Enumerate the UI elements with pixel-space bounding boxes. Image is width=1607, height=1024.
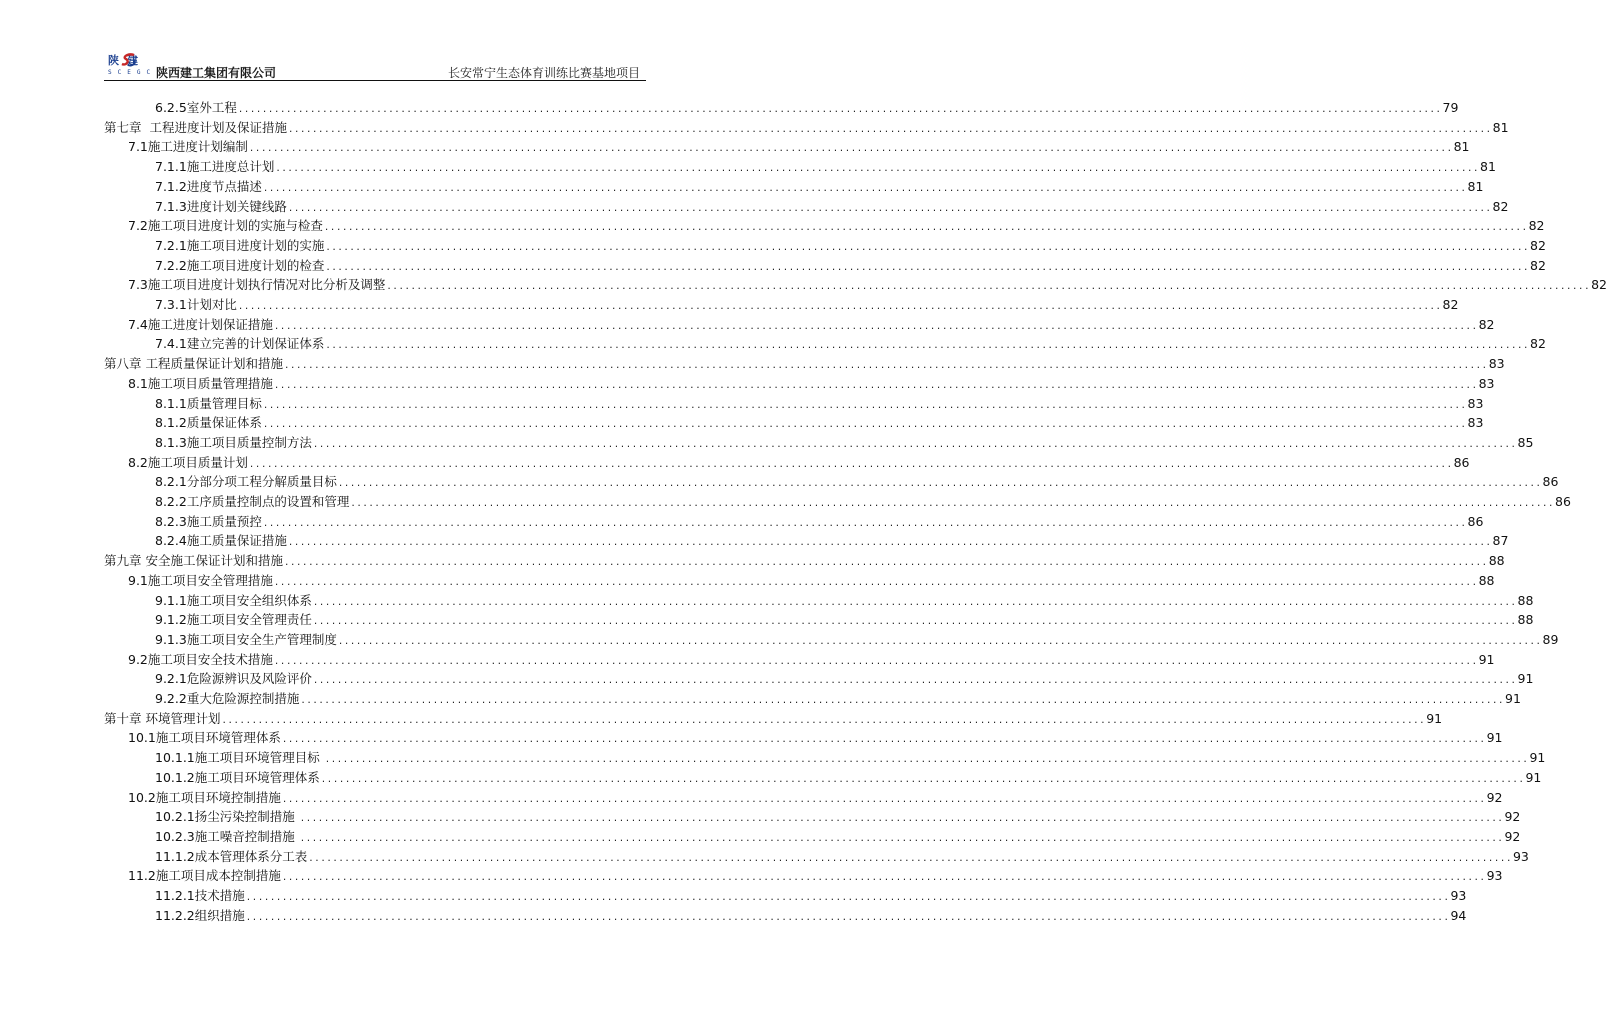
toc-entry-title: 施工项目安全管理责任 — [186, 612, 312, 628]
toc-entry-title: 施工项目环境管理目标 — [194, 750, 324, 766]
toc-entry[interactable] — [128, 374, 1495, 393]
toc-entry-page: 91 — [1486, 730, 1503, 746]
toc-entry[interactable] — [128, 275, 1607, 294]
toc-entry-number: 9.1.1 — [155, 592, 187, 608]
toc-dot-leader: ........................................................................................................................................................................................................ — [325, 341, 1530, 352]
toc-entry[interactable] — [155, 610, 1534, 629]
logo-cn-text: 陕建 — [108, 54, 146, 67]
toc-entry-number: 8.2.4 — [155, 533, 187, 549]
toc-entry[interactable] — [128, 866, 1503, 885]
toc-entry[interactable] — [128, 728, 1503, 747]
toc-entry-page: 91 — [1517, 671, 1534, 687]
toc-entry-number: 9.2 — [128, 651, 148, 667]
toc-entry-number: 第九章 — [104, 553, 142, 569]
toc-entry-title: 施工项目质量计划 — [147, 454, 248, 470]
toc-dot-leader: ........................................................................................................................................................................................................ — [324, 755, 1529, 766]
toc-entry-title: 施工进度计划保证措施 — [147, 316, 273, 332]
toc-dot-leader: ........................................................................................................................................................................................................ — [299, 833, 1504, 844]
toc-entry-page: 91 — [1505, 691, 1521, 706]
toc-entry-number: 9.2.2 — [155, 691, 187, 706]
toc-entry[interactable] — [128, 571, 1495, 590]
toc-entry[interactable] — [155, 748, 1546, 767]
toc-entry[interactable] — [155, 886, 1467, 905]
toc-dot-leader: ........................................................................................................................................................................................................ — [262, 400, 1467, 411]
toc-entry[interactable] — [155, 394, 1484, 413]
toc-entry[interactable] — [128, 216, 1545, 235]
toc-entry-page: 94 — [1450, 907, 1467, 923]
toc-entry[interactable] — [155, 807, 1521, 826]
toc-entry-number: 第八章 — [104, 356, 142, 372]
toc-entry[interactable] — [155, 591, 1534, 610]
toc-dot-leader: ........................................................................................................................................................................................................ — [273, 380, 1478, 391]
toc-entry[interactable] — [155, 472, 1559, 491]
toc-entry-page: 83 — [1467, 395, 1484, 411]
toc-entry-title: 进度节点描述 — [186, 178, 262, 194]
toc-entry-page: 92 — [1486, 789, 1503, 805]
toc-entry-number: 11.2.2 — [155, 907, 195, 923]
toc-dot-leader: ........................................................................................................................................................................................................ — [300, 696, 1505, 706]
toc-entry-page: 82 — [1478, 316, 1495, 332]
toc-entry-page: 91 — [1478, 651, 1495, 667]
toc-entry[interactable] — [104, 709, 1443, 728]
toc-entry[interactable] — [155, 689, 1521, 708]
toc-dot-leader: ........................................................................................................................................................................................................ — [275, 164, 1480, 175]
toc-entry-number: 7.2.1 — [155, 237, 187, 253]
toc-entry-number: 10.1.2 — [155, 769, 195, 785]
toc-dot-leader: ........................................................................................................................................................................................................ — [337, 636, 1542, 647]
toc-entry[interactable] — [155, 906, 1467, 925]
header-divider — [104, 80, 646, 81]
toc-entry-number: 6.2.5 — [155, 100, 187, 115]
toc-entry-title: 危险源辨识及风险评价 — [186, 671, 312, 687]
toc-entry[interactable] — [155, 334, 1546, 353]
toc-entry-title: 施工项目安全管理措施 — [147, 572, 273, 588]
toc-dot-leader: ........................................................................................................................................................................................................ — [281, 735, 1486, 746]
toc-entry-number: 9.2.1 — [155, 671, 187, 687]
toc-entry-number: 8.2.1 — [155, 474, 187, 490]
toc-entry-number: 11.2 — [128, 868, 156, 884]
toc-entry-page: 93 — [1450, 888, 1467, 903]
toc-dot-leader: ........................................................................................................................................................................................................ — [262, 420, 1467, 431]
toc-entry-title: 施工项目进度计划的检查 — [186, 257, 325, 273]
toc-entry-title: 施工项目环境管理体系 — [194, 769, 320, 785]
toc-entry[interactable] — [155, 847, 1529, 866]
toc-entry-page: 82 — [1528, 218, 1545, 234]
toc-dot-leader: ........................................................................................................................................................................................................ — [273, 656, 1478, 667]
toc-entry-number: 9.1.3 — [155, 631, 187, 647]
toc-dot-leader: ........................................................................................................................................................................................................ — [337, 479, 1542, 490]
toc-dot-leader: ........................................................................................................................................................................................................ — [312, 597, 1517, 608]
toc-entry-number: 7.1.1 — [155, 159, 187, 175]
toc-entry-page: 93 — [1512, 848, 1529, 864]
toc-entry-title: 重大危险源控制措施 — [186, 691, 300, 706]
toc-entry[interactable] — [155, 827, 1521, 846]
toc-entry-page: 82 — [1530, 336, 1546, 352]
toc-entry-title: 施工质量保证措施 — [186, 533, 287, 549]
toc-entry-page: 81 — [1480, 159, 1496, 175]
toc-entry-number: 10.2.3 — [155, 828, 195, 844]
toc-entry-title: 工程质量保证计划和措施 — [141, 356, 283, 372]
toc-entry[interactable] — [155, 768, 1542, 787]
toc-entry-number: 11.2.1 — [155, 888, 195, 903]
toc-entry-title: 施工进度计划编制 — [147, 139, 248, 155]
toc-dot-leader: ........................................................................................................................................................................................................ — [273, 321, 1478, 332]
logo-s-mark-icon — [120, 53, 140, 67]
toc-dot-leader: ........................................................................................................................................................................................................ — [273, 577, 1478, 588]
toc-entry[interactable] — [104, 118, 1509, 137]
toc-entry[interactable] — [128, 650, 1495, 669]
toc-dot-leader: ........................................................................................................................................................................................................ — [284, 558, 1488, 569]
toc-dot-leader: ........................................................................................................................................................................................................ — [262, 518, 1467, 529]
logo-en-text: SCEGC — [108, 69, 157, 76]
toc-entry[interactable] — [155, 98, 1459, 117]
toc-entry-page: 91 — [1525, 769, 1542, 785]
toc-entry-title: 分部分项工程分解质量目标 — [186, 474, 337, 490]
project-name: 长安常宁生态体育训练比赛基地项目 — [447, 66, 640, 80]
toc-entry-title: 施工项目环境控制措施 — [155, 789, 281, 805]
toc-entry[interactable] — [128, 315, 1495, 334]
toc-dot-leader: ........................................................................................................................................................................................................ — [221, 715, 1426, 726]
toc-entry-number: 8.2.2 — [155, 494, 187, 509]
toc-entry-page: 79 — [1442, 100, 1459, 115]
toc-entry-number: 7.4 — [128, 316, 148, 332]
toc-entry-page: 82 — [1530, 237, 1546, 253]
toc-entry-title: 组织措施 — [194, 907, 245, 923]
toc-entry-number: 7.2.2 — [155, 257, 187, 273]
toc-entry-number: 8.2 — [128, 454, 148, 470]
toc-entry-title: 计划对比 — [186, 297, 237, 312]
toc-entry-number: 11.1.2 — [155, 848, 195, 864]
toc-entry[interactable] — [155, 256, 1546, 275]
toc-dot-leader: ........................................................................................................................................................................................................ — [320, 774, 1525, 785]
toc-entry-number: 9.1.2 — [155, 612, 187, 628]
toc-entry-page: 92 — [1504, 809, 1521, 825]
page-header — [106, 52, 644, 82]
toc-entry-number: 9.1 — [128, 572, 148, 588]
toc-entry-title: 施工噪音控制措施 — [194, 828, 299, 844]
toc-entry-number: 第七章 — [104, 119, 142, 135]
toc-entry-title: 施工项目进度计划执行情况对比分析及调整 — [147, 277, 386, 293]
toc-dot-leader: ........................................................................................................................................................................................................ — [287, 124, 1492, 135]
toc-entry-page: 81 — [1492, 119, 1509, 135]
toc-entry-title: 环境管理计划 — [141, 710, 221, 726]
toc-entry-title: 施工进度总计划 — [186, 159, 275, 175]
company-name: 陕西建工集团有限公司 — [156, 66, 277, 80]
toc-entry-page: 86 — [1542, 474, 1559, 490]
toc-entry-page: 83 — [1488, 356, 1505, 372]
toc-dot-leader: ........................................................................................................................................................................................................ — [245, 893, 1450, 903]
toc-entry-title: 施工项目环境管理体系 — [155, 730, 281, 746]
toc-entry-title: 施工项目安全技术措施 — [147, 651, 273, 667]
toc-dot-leader: ........................................................................................................................................................................................................ — [325, 262, 1530, 273]
toc-entry[interactable] — [155, 433, 1534, 452]
toc-entry[interactable] — [155, 197, 1509, 216]
toc-entry-number: 7.2 — [128, 218, 148, 234]
toc-entry-title: 施工项目安全生产管理制度 — [186, 631, 337, 647]
toc-entry[interactable] — [128, 137, 1470, 156]
toc-dot-leader: ........................................................................................................................................................................................................ — [237, 302, 1442, 312]
toc-entry-title: 室外工程 — [186, 100, 237, 115]
toc-dot-leader: ........................................................................................................................................................................................................ — [248, 459, 1453, 470]
toc-entry[interactable] — [155, 512, 1484, 531]
toc-entry-title: 建立完善的计划保证体系 — [186, 336, 325, 352]
toc-entry-number: 8.1 — [128, 375, 148, 391]
toc-dot-leader: ........................................................................................................................................................................................................ — [281, 794, 1486, 805]
toc-dot-leader: ........................................................................................................................................................................................................ — [312, 439, 1517, 450]
toc-entry-title: 安全施工保证计划和措施 — [141, 553, 283, 569]
toc-entry[interactable] — [104, 551, 1505, 570]
toc-entry-title: 扬尘污染控制措施 — [194, 809, 299, 825]
toc-entry-page: 91 — [1529, 750, 1546, 766]
toc-entry-page: 89 — [1542, 631, 1559, 647]
toc-entry-page: 91 — [1426, 710, 1443, 726]
toc-entry[interactable] — [155, 669, 1534, 688]
toc-entry-page: 81 — [1453, 139, 1470, 155]
toc-entry-number: 7.3.1 — [155, 297, 187, 312]
toc-entry-page: 83 — [1478, 375, 1495, 391]
toc-entry-page: 88 — [1478, 572, 1495, 588]
toc-entry[interactable] — [155, 413, 1484, 432]
toc-dot-leader: ........................................................................................................................................................................................................ — [281, 873, 1486, 884]
toc-entry-title: 技术措施 — [194, 888, 245, 903]
toc-entry-number: 8.1.2 — [155, 415, 187, 431]
toc-dot-leader: ........................................................................................................................................................................................................ — [248, 144, 1453, 155]
toc-entry-number: 7.1.3 — [155, 198, 187, 214]
toc-entry-page: 88 — [1488, 553, 1505, 569]
toc-entry-page: 82 — [1591, 277, 1607, 293]
toc-entry-page: 87 — [1492, 533, 1509, 549]
toc-dot-leader: ........................................................................................................................................................................................................ — [237, 105, 1442, 115]
toc-entry[interactable] — [155, 492, 1571, 511]
toc-entry-page: 81 — [1467, 178, 1484, 194]
toc-entry-number: 7.3 — [128, 277, 148, 293]
toc-entry-number: 7.4.1 — [155, 336, 187, 352]
toc-entry[interactable] — [104, 354, 1505, 373]
toc-entry[interactable] — [155, 177, 1484, 196]
toc-dot-leader: ........................................................................................................................................................................................................ — [312, 617, 1517, 628]
toc-entry-title: 施工项目质量管理措施 — [147, 375, 273, 391]
toc-entry-page: 82 — [1442, 297, 1459, 312]
toc-dot-leader: ........................................................................................................................................................................................................ — [299, 814, 1504, 825]
toc-entry-number: 7.1.2 — [155, 178, 187, 194]
toc-dot-leader: ........................................................................................................................................................................................................ — [312, 676, 1517, 687]
toc-entry-number: 10.2 — [128, 789, 156, 805]
toc-dot-leader: ........................................................................................................................................................................................................ — [323, 223, 1528, 234]
toc-entry-title: 施工项目进度计划的实施 — [186, 237, 325, 253]
toc-entry-title: 施工项目安全组织体系 — [186, 592, 312, 608]
toc-entry-page: 86 — [1555, 494, 1571, 509]
toc-entry[interactable] — [155, 236, 1546, 255]
toc-entry-title: 施工项目质量控制方法 — [186, 434, 312, 450]
toc-entry-number: 10.1.1 — [155, 750, 195, 766]
toc-entry-title: 质量管理目标 — [186, 395, 262, 411]
toc-entry-page: 86 — [1467, 513, 1484, 529]
toc-entry[interactable] — [155, 157, 1496, 176]
toc-entry-title: 进度计划关键线路 — [186, 198, 287, 214]
toc-entry-number: 7.1 — [128, 139, 148, 155]
toc-entry[interactable] — [155, 531, 1509, 550]
toc-entry-number: 8.1.1 — [155, 395, 187, 411]
toc-entry[interactable] — [128, 788, 1503, 807]
toc-entry-page: 86 — [1453, 454, 1470, 470]
toc-entry-title: 工程进度计划及保证措施 — [141, 119, 287, 135]
toc-dot-leader: ........................................................................................................................................................................................................ — [284, 361, 1488, 372]
toc-entry-title: 施工项目进度计划的实施与检查 — [147, 218, 323, 234]
toc-entry-number: 10.2.1 — [155, 809, 195, 825]
toc-dot-leader: ........................................................................................................................................................................................................ — [308, 853, 1512, 864]
toc-entry-page: 85 — [1517, 434, 1534, 450]
toc-entry-number: 第十章 — [104, 710, 142, 726]
toc-entry-title: 成本管理体系分工表 — [194, 848, 308, 864]
toc-dot-leader: ........................................................................................................................................................................................................ — [262, 183, 1467, 194]
toc-entry[interactable] — [128, 453, 1470, 472]
toc-entry-page: 82 — [1530, 257, 1546, 273]
toc-entry-page: 92 — [1504, 828, 1521, 844]
toc-dot-leader: ........................................................................................................................................................................................................ — [287, 538, 1492, 549]
toc-entry-number: 8.1.3 — [155, 434, 187, 450]
toc-dot-leader: ........................................................................................................................................................................................................ — [350, 499, 1555, 509]
toc-entry-page: 93 — [1486, 868, 1503, 884]
toc-entry-number: 10.1 — [128, 730, 156, 746]
company-logo — [106, 52, 158, 82]
toc-dot-leader: ........................................................................................................................................................................................................ — [245, 912, 1450, 923]
toc-entry-title: 施工项目成本控制措施 — [155, 868, 281, 884]
toc-dot-leader: ........................................................................................................................................................................................................ — [325, 242, 1530, 253]
toc-dot-leader: ........................................................................................................................................................................................................ — [287, 203, 1492, 214]
toc-entry-page: 83 — [1467, 415, 1484, 431]
toc-entry-title: 工序质量控制点的设置和管理 — [186, 494, 350, 509]
toc-entry-title: 质量保证体系 — [186, 415, 262, 431]
toc-entry-page: 88 — [1517, 612, 1534, 628]
toc-entry-page: 82 — [1492, 198, 1509, 214]
toc-entry-page: 88 — [1517, 592, 1534, 608]
toc-entry[interactable] — [155, 630, 1559, 649]
toc-entry[interactable] — [155, 295, 1459, 314]
toc-entry-number: 8.2.3 — [155, 513, 187, 529]
toc-entry-title: 施工质量预控 — [186, 513, 262, 529]
toc-dot-leader: ........................................................................................................................................................................................................ — [386, 282, 1591, 293]
